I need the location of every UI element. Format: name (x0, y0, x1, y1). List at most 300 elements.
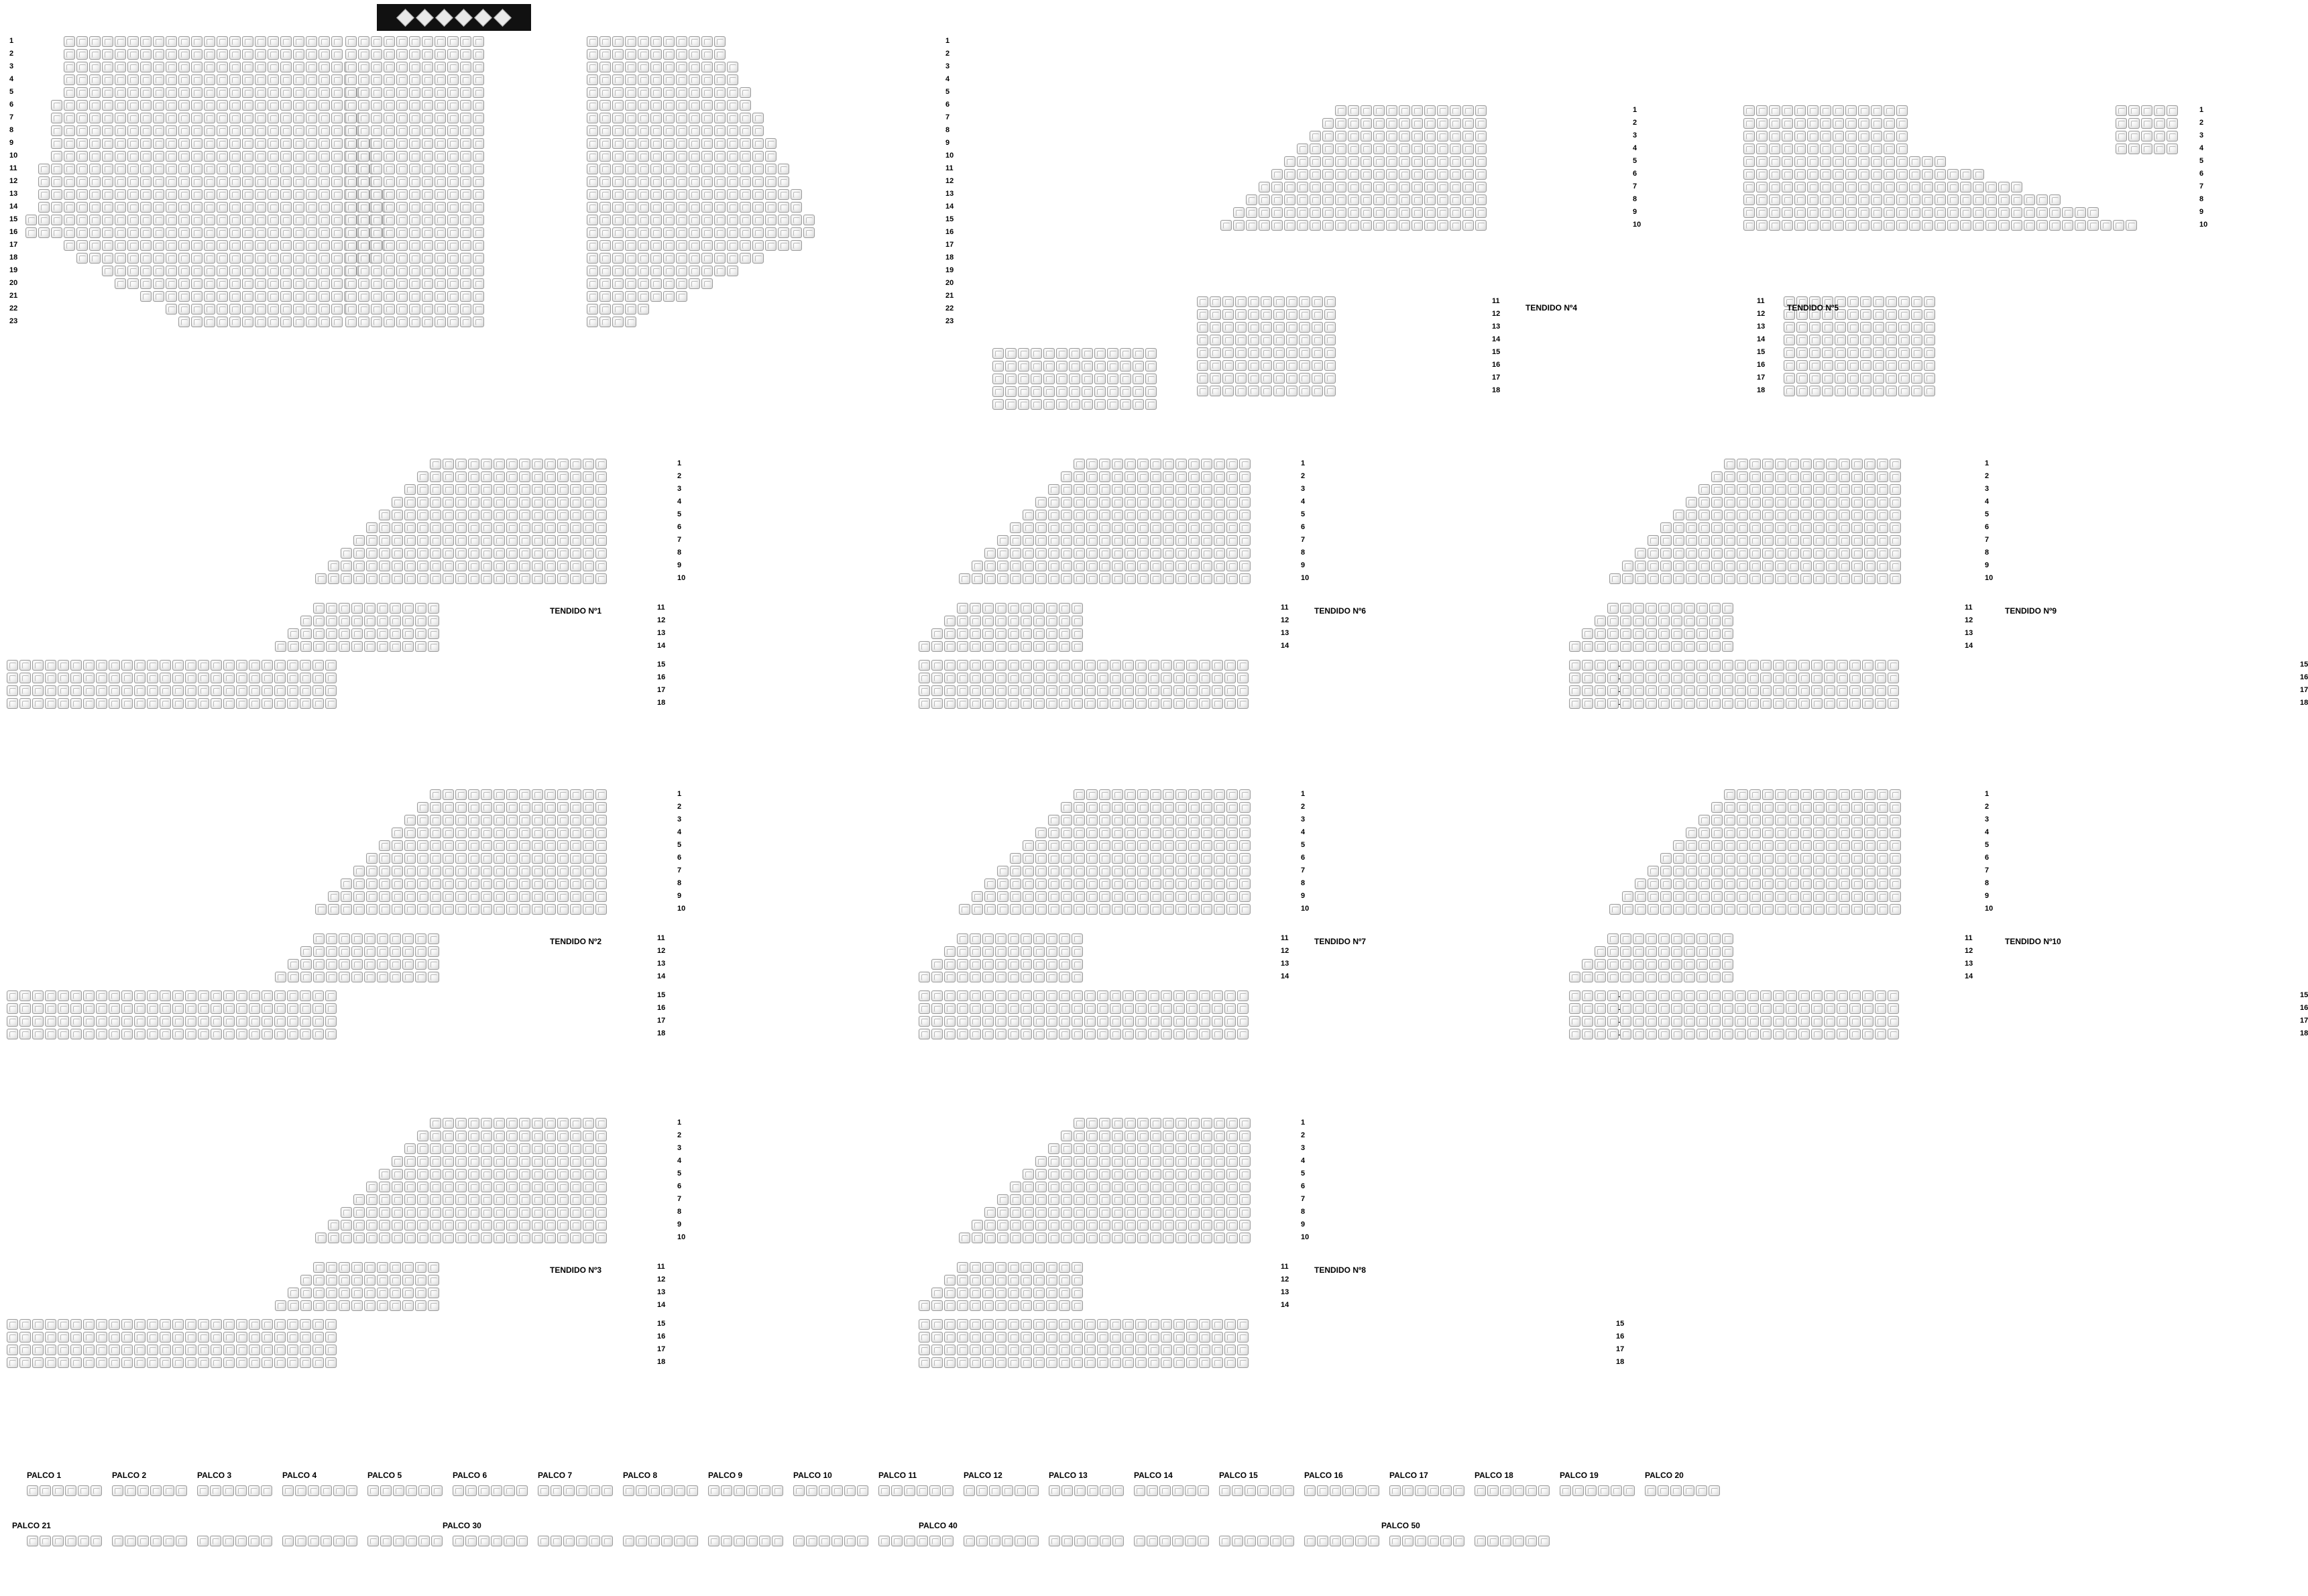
seat-icon[interactable] (1851, 535, 1863, 546)
seat-icon[interactable] (1775, 904, 1786, 915)
seat-icon[interactable] (1072, 1275, 1083, 1286)
seat-icon[interactable] (689, 62, 700, 72)
seat-icon[interactable] (1711, 535, 1723, 546)
seat-icon[interactable] (992, 386, 1004, 397)
seat-icon[interactable] (109, 685, 120, 696)
seat-icon[interactable] (1798, 660, 1810, 671)
seat-icon[interactable] (1762, 561, 1774, 571)
seat-icon[interactable] (1896, 131, 1908, 141)
seat-icon[interactable] (1890, 840, 1901, 851)
seat-icon[interactable] (1635, 878, 1646, 889)
seat-icon[interactable] (1226, 573, 1238, 584)
seat-icon[interactable] (134, 685, 146, 696)
seat-icon[interactable] (1069, 348, 1080, 359)
seat-icon[interactable] (447, 227, 459, 238)
seat-icon[interactable] (1807, 131, 1819, 141)
seat-icon[interactable] (544, 866, 556, 876)
seat-icon[interactable] (379, 561, 390, 571)
seat-icon[interactable] (1056, 386, 1068, 397)
seat-icon[interactable] (280, 266, 292, 276)
seat-icon[interactable] (481, 561, 492, 571)
seat-icon[interactable] (1620, 946, 1631, 957)
seat-icon[interactable] (313, 946, 325, 957)
seat-icon[interactable] (1086, 548, 1098, 559)
seat-icon[interactable] (1696, 641, 1708, 652)
seat-icon[interactable] (506, 548, 518, 559)
seat-icon[interactable] (415, 1300, 426, 1311)
seat-icon[interactable] (19, 1003, 31, 1014)
seat-icon[interactable] (1909, 169, 1920, 180)
seat-icon[interactable] (612, 266, 624, 276)
seat-icon[interactable] (134, 660, 146, 671)
seat-icon[interactable] (625, 202, 636, 213)
seat-icon[interactable] (1775, 815, 1786, 825)
seat-icon[interactable] (1671, 933, 1682, 944)
seat-icon[interactable] (2011, 182, 2022, 192)
seat-icon[interactable] (778, 215, 789, 225)
seat-icon[interactable] (1811, 660, 1823, 671)
seat-icon[interactable] (1696, 933, 1708, 944)
seat-icon[interactable] (51, 100, 62, 111)
seat-icon[interactable] (140, 36, 152, 47)
seat-icon[interactable] (1386, 118, 1397, 129)
seat-icon[interactable] (121, 1357, 133, 1368)
seat-icon[interactable] (557, 828, 569, 838)
seat-icon[interactable] (1924, 322, 1935, 333)
seat-icon[interactable] (339, 972, 350, 982)
seat-icon[interactable] (160, 660, 171, 671)
seat-icon[interactable] (1248, 373, 1259, 384)
seat-icon[interactable] (944, 1332, 956, 1343)
seat-icon[interactable] (1735, 698, 1746, 709)
seat-icon[interactable] (166, 49, 177, 60)
seat-icon[interactable] (1924, 360, 1935, 371)
seat-icon[interactable] (166, 253, 177, 264)
seat-icon[interactable] (957, 1300, 968, 1311)
seat-icon[interactable] (1809, 322, 1821, 333)
seat-icon[interactable] (160, 673, 171, 683)
seat-icon[interactable] (443, 828, 454, 838)
seat-icon[interactable] (1749, 471, 1761, 482)
seat-icon[interactable] (147, 1319, 158, 1330)
seat-icon[interactable] (1150, 1156, 1161, 1167)
seat-icon[interactable] (506, 802, 518, 813)
seat-icon[interactable] (595, 471, 607, 482)
seat-icon[interactable] (1788, 828, 1799, 838)
seat-icon[interactable] (1890, 789, 1901, 800)
seat-icon[interactable] (1148, 1016, 1159, 1027)
seat-icon[interactable] (1137, 878, 1149, 889)
seat-icon[interactable] (1411, 182, 1423, 192)
seat-icon[interactable] (1888, 660, 1899, 671)
seat-icon[interactable] (1201, 459, 1212, 469)
seat-icon[interactable] (249, 1003, 260, 1014)
seat-icon[interactable] (45, 1357, 56, 1368)
seat-icon[interactable] (1784, 373, 1795, 384)
seat-icon[interactable] (197, 1485, 209, 1496)
seat-icon[interactable] (612, 215, 624, 225)
seat-icon[interactable] (1862, 1029, 1873, 1039)
seat-icon[interactable] (1620, 628, 1631, 639)
seat-icon[interactable] (1226, 891, 1238, 902)
seat-icon[interactable] (229, 74, 241, 85)
seat-icon[interactable] (1173, 1332, 1185, 1343)
seat-icon[interactable] (1188, 802, 1200, 813)
seat-icon[interactable] (1145, 386, 1157, 397)
seat-icon[interactable] (1175, 789, 1187, 800)
seat-icon[interactable] (45, 1345, 56, 1355)
seat-icon[interactable] (468, 1194, 479, 1205)
seat-icon[interactable] (1150, 789, 1161, 800)
seat-icon[interactable] (1099, 459, 1110, 469)
seat-icon[interactable] (1273, 322, 1285, 333)
seat-icon[interactable] (229, 317, 241, 327)
seat-icon[interactable] (2154, 131, 2165, 141)
seat-icon[interactable] (70, 1029, 82, 1039)
seat-icon[interactable] (1239, 1131, 1251, 1141)
seat-icon[interactable] (1424, 194, 1436, 205)
seat-icon[interactable] (995, 685, 1006, 696)
seat-icon[interactable] (765, 189, 776, 200)
seat-icon[interactable] (443, 1143, 454, 1154)
seat-icon[interactable] (153, 189, 164, 200)
seat-icon[interactable] (995, 1332, 1006, 1343)
seat-icon[interactable] (255, 151, 266, 162)
seat-icon[interactable] (447, 36, 459, 47)
seat-icon[interactable] (1684, 660, 1695, 671)
seat-icon[interactable] (331, 240, 343, 251)
seat-icon[interactable] (268, 317, 279, 327)
seat-icon[interactable] (1635, 573, 1646, 584)
seat-icon[interactable] (982, 1016, 994, 1027)
seat-icon[interactable] (1698, 853, 1710, 864)
seat-icon[interactable] (701, 151, 713, 162)
seat-icon[interactable] (392, 561, 403, 571)
seat-icon[interactable] (1698, 522, 1710, 533)
seat-icon[interactable] (1877, 853, 1888, 864)
seat-icon[interactable] (992, 348, 1004, 359)
seat-icon[interactable] (972, 561, 983, 571)
seat-icon[interactable] (1788, 497, 1799, 508)
seat-icon[interactable] (1112, 1194, 1123, 1205)
seat-icon[interactable] (519, 840, 530, 851)
seat-icon[interactable] (519, 535, 530, 546)
seat-icon[interactable] (1210, 347, 1221, 358)
seat-icon[interactable] (447, 49, 459, 60)
seat-icon[interactable] (1033, 685, 1045, 696)
seat-icon[interactable] (1762, 904, 1774, 915)
seat-icon[interactable] (663, 266, 675, 276)
seat-icon[interactable] (519, 561, 530, 571)
seat-icon[interactable] (1199, 1332, 1210, 1343)
seat-icon[interactable] (1620, 959, 1631, 970)
seat-icon[interactable] (1673, 548, 1684, 559)
seat-icon[interactable] (599, 176, 611, 187)
seat-icon[interactable] (1074, 535, 1085, 546)
seat-icon[interactable] (1161, 1029, 1172, 1039)
seat-icon[interactable] (1684, 1016, 1695, 1027)
seat-icon[interactable] (701, 164, 713, 174)
seat-icon[interactable] (76, 87, 88, 98)
seat-icon[interactable] (306, 151, 317, 162)
seat-icon[interactable] (1760, 673, 1772, 683)
seat-icon[interactable] (1735, 673, 1746, 683)
seat-icon[interactable] (1960, 207, 1971, 218)
seat-icon[interactable] (944, 698, 956, 709)
seat-icon[interactable] (417, 840, 428, 851)
seat-icon[interactable] (339, 959, 350, 970)
seat-icon[interactable] (1837, 660, 1848, 671)
seat-icon[interactable] (379, 573, 390, 584)
seat-icon[interactable] (625, 215, 636, 225)
seat-icon[interactable] (27, 1485, 38, 1496)
seat-icon[interactable] (1097, 698, 1108, 709)
seat-icon[interactable] (1696, 603, 1708, 614)
seat-icon[interactable] (1871, 169, 1882, 180)
seat-icon[interactable] (417, 878, 428, 889)
seat-icon[interactable] (1711, 573, 1723, 584)
seat-icon[interactable] (1214, 497, 1225, 508)
seat-icon[interactable] (1646, 946, 1657, 957)
seat-icon[interactable] (519, 1207, 530, 1218)
seat-icon[interactable] (249, 1357, 260, 1368)
seat-icon[interactable] (249, 660, 260, 671)
seat-icon[interactable] (345, 227, 357, 238)
seat-icon[interactable] (1008, 1300, 1019, 1311)
seat-icon[interactable] (1008, 628, 1019, 639)
seat-icon[interactable] (435, 240, 446, 251)
seat-icon[interactable] (727, 202, 738, 213)
seat-icon[interactable] (1150, 904, 1161, 915)
seat-icon[interactable] (1890, 535, 1901, 546)
seat-icon[interactable] (1877, 548, 1888, 559)
seat-icon[interactable] (473, 304, 484, 315)
seat-icon[interactable] (417, 561, 428, 571)
seat-icon[interactable] (248, 1485, 259, 1496)
seat-icon[interactable] (1061, 1194, 1072, 1205)
seat-icon[interactable] (345, 304, 357, 315)
seat-icon[interactable] (1010, 1233, 1021, 1243)
seat-icon[interactable] (325, 660, 337, 671)
seat-icon[interactable] (153, 151, 164, 162)
seat-icon[interactable] (1163, 484, 1174, 495)
seat-icon[interactable] (1884, 207, 1895, 218)
seat-icon[interactable] (1399, 118, 1410, 129)
seat-icon[interactable] (1033, 933, 1045, 944)
seat-icon[interactable] (984, 548, 996, 559)
seat-icon[interactable] (415, 933, 426, 944)
seat-icon[interactable] (371, 36, 382, 47)
seat-icon[interactable] (102, 215, 113, 225)
seat-icon[interactable] (1794, 220, 1806, 231)
seat-icon[interactable] (1033, 1332, 1045, 1343)
seat-icon[interactable] (1086, 789, 1098, 800)
seat-icon[interactable] (1837, 673, 1848, 683)
seat-icon[interactable] (1163, 497, 1174, 508)
seat-icon[interactable] (1935, 220, 1946, 231)
seat-icon[interactable] (390, 641, 401, 652)
seat-icon[interactable] (638, 87, 649, 98)
seat-icon[interactable] (1898, 309, 1910, 320)
seat-icon[interactable] (663, 176, 675, 187)
seat-icon[interactable] (1201, 891, 1212, 902)
seat-icon[interactable] (778, 176, 789, 187)
seat-icon[interactable] (676, 164, 687, 174)
seat-icon[interactable] (1798, 1029, 1810, 1039)
seat-icon[interactable] (970, 1275, 981, 1286)
seat-icon[interactable] (1046, 990, 1057, 1001)
seat-icon[interactable] (1188, 878, 1200, 889)
seat-icon[interactable] (364, 641, 376, 652)
seat-icon[interactable] (676, 227, 687, 238)
seat-icon[interactable] (1851, 548, 1863, 559)
seat-icon[interactable] (959, 904, 970, 915)
seat-icon[interactable] (1023, 853, 1034, 864)
seat-icon[interactable] (1322, 118, 1334, 129)
seat-icon[interactable] (1061, 497, 1072, 508)
seat-icon[interactable] (51, 215, 62, 225)
seat-icon[interactable] (625, 36, 636, 47)
seat-icon[interactable] (191, 304, 203, 315)
seat-icon[interactable] (1839, 561, 1850, 571)
seat-icon[interactable] (319, 304, 330, 315)
seat-icon[interactable] (1609, 904, 1621, 915)
seat-icon[interactable] (1239, 1156, 1251, 1167)
seat-icon[interactable] (134, 990, 146, 1001)
seat-icon[interactable] (127, 100, 139, 111)
seat-icon[interactable] (972, 573, 983, 584)
seat-icon[interactable] (638, 100, 649, 111)
seat-icon[interactable] (468, 1220, 479, 1231)
seat-icon[interactable] (473, 87, 484, 98)
seat-icon[interactable] (1239, 1169, 1251, 1180)
seat-icon[interactable] (1784, 322, 1795, 333)
seat-icon[interactable] (1137, 1169, 1149, 1180)
seat-icon[interactable] (1259, 194, 1270, 205)
seat-icon[interactable] (1021, 698, 1032, 709)
seat-icon[interactable] (481, 1233, 492, 1243)
seat-icon[interactable] (1239, 840, 1251, 851)
seat-icon[interactable] (115, 74, 126, 85)
seat-icon[interactable] (1820, 182, 1831, 192)
seat-icon[interactable] (172, 685, 184, 696)
seat-icon[interactable] (1686, 510, 1697, 520)
seat-icon[interactable] (1884, 144, 1895, 154)
seat-icon[interactable] (1709, 673, 1721, 683)
seat-icon[interactable] (1361, 131, 1372, 141)
seat-icon[interactable] (166, 74, 177, 85)
seat-icon[interactable] (223, 1345, 235, 1355)
seat-icon[interactable] (1698, 815, 1710, 825)
seat-icon[interactable] (1010, 561, 1021, 571)
seat-icon[interactable] (919, 1003, 930, 1014)
seat-icon[interactable] (325, 1357, 337, 1368)
seat-icon[interactable] (178, 87, 190, 98)
seat-icon[interactable] (650, 36, 662, 47)
seat-icon[interactable] (1633, 959, 1644, 970)
seat-icon[interactable] (1450, 194, 1461, 205)
seat-icon[interactable] (1046, 1357, 1057, 1368)
seat-icon[interactable] (701, 227, 713, 238)
seat-icon[interactable] (1201, 522, 1212, 533)
seat-icon[interactable] (1148, 990, 1159, 1001)
seat-icon[interactable] (430, 1118, 441, 1129)
seat-icon[interactable] (583, 891, 594, 902)
seat-icon[interactable] (262, 1357, 273, 1368)
seat-icon[interactable] (32, 1345, 44, 1355)
seat-icon[interactable] (211, 1003, 222, 1014)
seat-icon[interactable] (931, 628, 943, 639)
seat-icon[interactable] (1099, 522, 1110, 533)
seat-icon[interactable] (306, 74, 317, 85)
seat-icon[interactable] (1947, 220, 1959, 231)
seat-icon[interactable] (460, 74, 471, 85)
seat-icon[interactable] (1074, 1169, 1085, 1180)
seat-icon[interactable] (676, 49, 687, 60)
seat-icon[interactable] (1620, 616, 1631, 626)
seat-icon[interactable] (76, 125, 88, 136)
seat-icon[interactable] (714, 215, 726, 225)
seat-icon[interactable] (1201, 1169, 1212, 1180)
seat-icon[interactable] (1462, 105, 1474, 116)
seat-icon[interactable] (1021, 1029, 1032, 1039)
seat-icon[interactable] (1898, 386, 1910, 396)
seat-icon[interactable] (1646, 959, 1657, 970)
seat-icon[interactable] (166, 215, 177, 225)
seat-icon[interactable] (1137, 1156, 1149, 1167)
seat-icon[interactable] (1035, 1194, 1047, 1205)
seat-icon[interactable] (506, 1233, 518, 1243)
seat-icon[interactable] (435, 49, 446, 60)
seat-icon[interactable] (1800, 573, 1812, 584)
seat-icon[interactable] (404, 1143, 416, 1154)
seat-icon[interactable] (396, 278, 408, 289)
seat-icon[interactable] (1648, 573, 1659, 584)
seat-icon[interactable] (1059, 972, 1070, 982)
seat-icon[interactable] (313, 641, 325, 652)
seat-icon[interactable] (1201, 497, 1212, 508)
seat-icon[interactable] (319, 151, 330, 162)
seat-icon[interactable] (140, 253, 152, 264)
seat-icon[interactable] (1888, 1016, 1899, 1027)
seat-icon[interactable] (1112, 1118, 1123, 1129)
seat-icon[interactable] (1084, 1029, 1096, 1039)
seat-icon[interactable] (422, 125, 433, 136)
seat-icon[interactable] (109, 1319, 120, 1330)
seat-icon[interactable] (1082, 361, 1093, 372)
seat-icon[interactable] (443, 1207, 454, 1218)
seat-icon[interactable] (1773, 990, 1784, 1001)
seat-icon[interactable] (455, 802, 467, 813)
seat-icon[interactable] (1709, 685, 1721, 696)
seat-icon[interactable] (1888, 1003, 1899, 1014)
seat-icon[interactable] (1137, 1131, 1149, 1141)
seat-icon[interactable] (396, 317, 408, 327)
seat-icon[interactable] (1684, 603, 1695, 614)
seat-icon[interactable] (204, 62, 215, 72)
seat-icon[interactable] (1197, 322, 1208, 333)
seat-icon[interactable] (89, 202, 101, 213)
seat-icon[interactable] (1069, 361, 1080, 372)
seat-icon[interactable] (1658, 946, 1670, 957)
seat-icon[interactable] (306, 138, 317, 149)
seat-icon[interactable] (970, 1300, 981, 1311)
seat-icon[interactable] (345, 113, 357, 123)
seat-icon[interactable] (1035, 866, 1047, 876)
seat-icon[interactable] (481, 840, 492, 851)
seat-icon[interactable] (650, 215, 662, 225)
seat-icon[interactable] (1871, 105, 1882, 116)
